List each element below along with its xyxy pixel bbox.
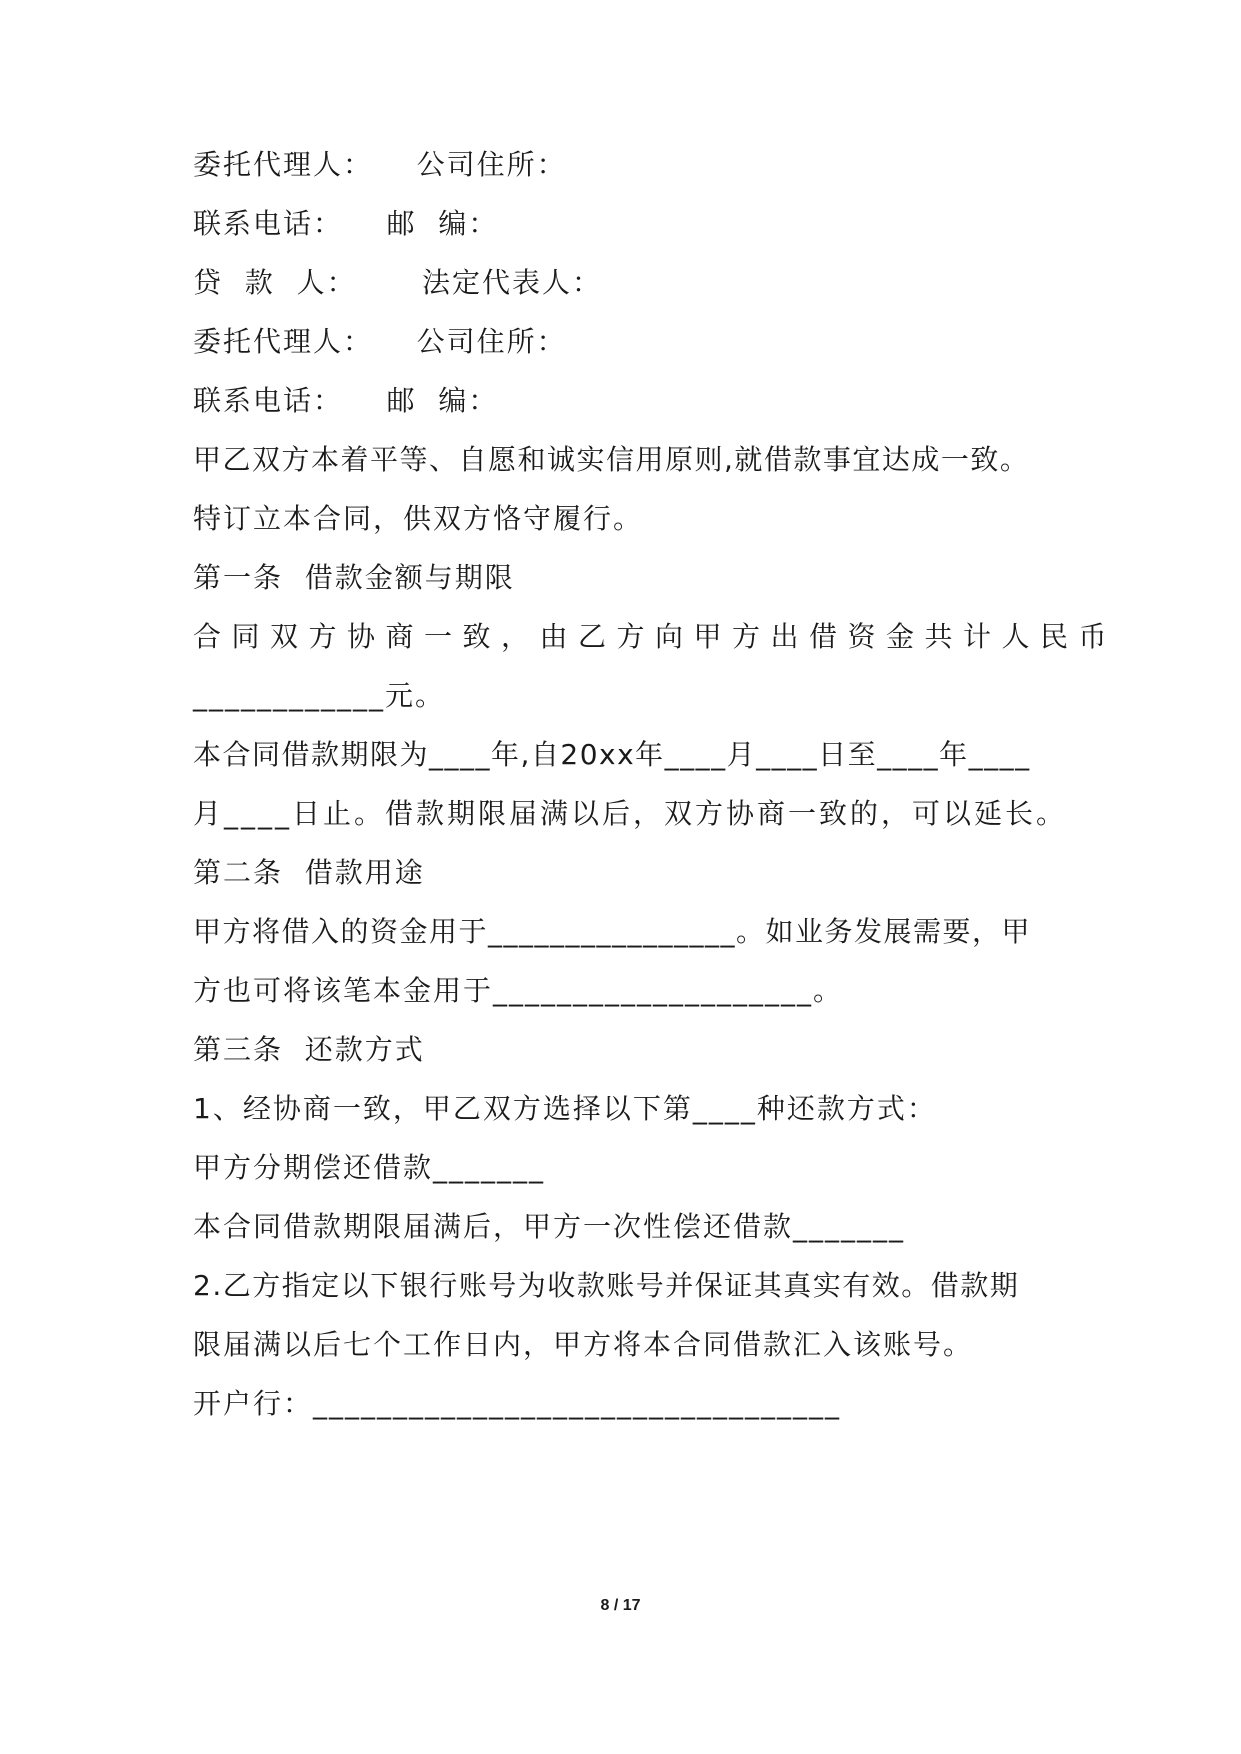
article-3-clause-2-line-1: 2.乙方指定以下银行账号为收款账号并保证其真实有效。借款期 (193, 1269, 1020, 1302)
article-1-term-line-1: 本合同借款期限为____年,自20xx年____月____日至____年____ (193, 738, 1031, 771)
agent-address-line-2: 委托代理人： 公司住所： (193, 325, 567, 358)
preamble-line-2: 特订立本合同，供双方恪守履行。 (193, 502, 644, 535)
agent-address-line-1: 委托代理人： 公司住所： (193, 148, 567, 181)
phone-postcode-line-1: 联系电话： 邮 编： (193, 207, 499, 240)
article-1-amount-line: 合同双方协商一致，由乙方向甲方出借资金共计人民币 (193, 620, 1118, 653)
article-1-term-line-2: 月____日止。借款期限届满以后，双方协商一致的，可以延长。 (193, 797, 1068, 830)
article-3-clause-2-line-2: 限届满以后七个工作日内，甲方将本合同借款汇入该账号。 (193, 1328, 974, 1361)
phone-postcode-line-2: 联系电话： 邮 编： (193, 384, 499, 417)
article-3-option-lump-sum: 本合同借款期限届满后，甲方一次性偿还借款_______ (193, 1210, 906, 1243)
page-number: 8 / 17 (600, 1597, 641, 1614)
bank-name-line: 开户行：_________________________________ (193, 1387, 842, 1420)
article-2-purpose-line-2: 方也可将该笔本金用于____________________。 (193, 974, 844, 1007)
article-2-purpose-line-1: 甲方将借入的资金用于________________。如业务发展需要，甲 (193, 915, 1032, 948)
article-3-option-installment: 甲方分期偿还借款_______ (193, 1151, 546, 1184)
preamble-line-1: 甲乙双方本着平等、自愿和诚实信用原则,就借款事宜达成一致。 (193, 443, 1030, 476)
article-3-heading: 第三条 还款方式 (193, 1033, 425, 1066)
lender-representative-line: 贷 款 人： 法定代表人： (193, 266, 603, 299)
article-1-heading: 第一条 借款金额与期限 (193, 561, 515, 594)
article-1-amount-blank: ____________元。 (193, 679, 446, 712)
article-3-clause-1: 1、经协商一致，甲乙双方选择以下第____种还款方式： (193, 1092, 937, 1125)
article-2-heading: 第二条 借款用途 (193, 856, 425, 889)
